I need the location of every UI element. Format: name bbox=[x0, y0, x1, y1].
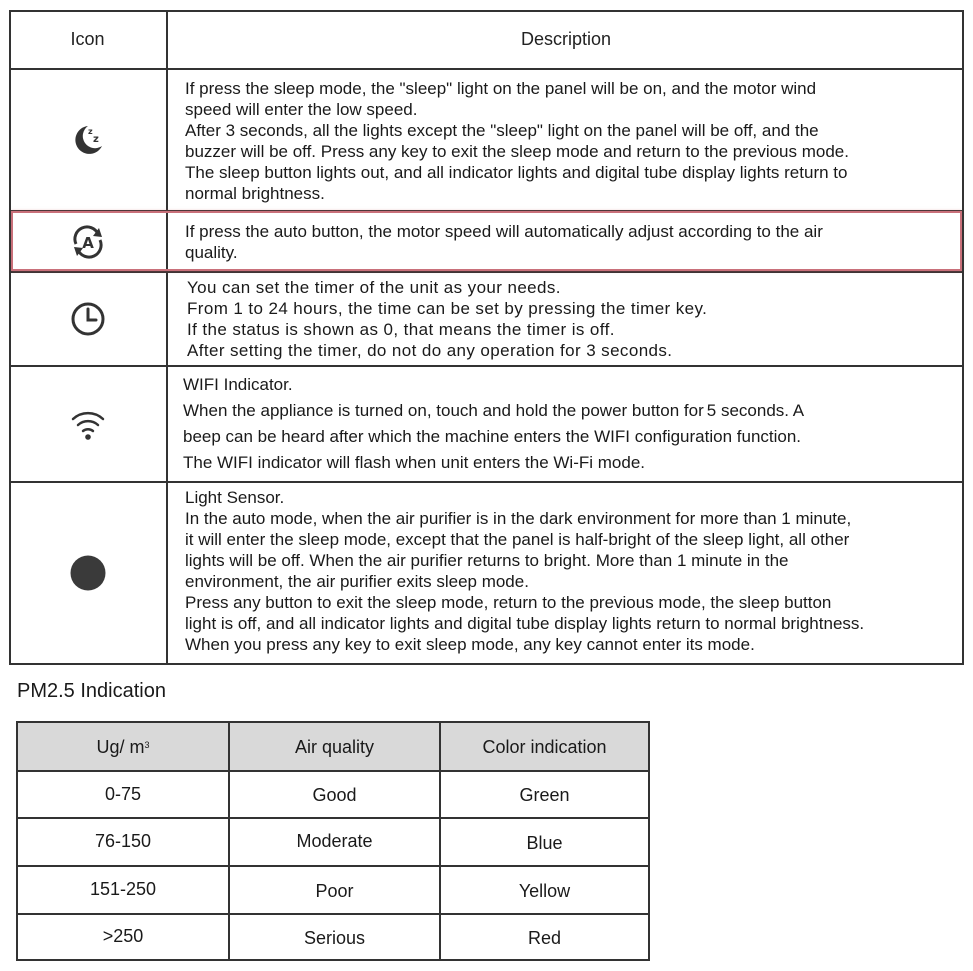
pm-color: Yellow bbox=[518, 880, 571, 901]
svg-text:z: z bbox=[92, 134, 99, 145]
text-line: beep can be heard after which the machine enters the WIFI configuration function. bbox=[183, 427, 802, 446]
pm-range: 0-75 bbox=[104, 784, 142, 804]
pm-color: Red bbox=[527, 927, 562, 948]
table-row-timer bbox=[9, 273, 964, 365]
table-row-light-sensor bbox=[9, 483, 964, 663]
pm-color: Green bbox=[519, 785, 570, 805]
text-line: speed will enter the low speed. bbox=[185, 100, 418, 119]
text-line: it will enter the sleep mode, except that the panel is half-bright of the sleep light, all other bbox=[185, 530, 850, 549]
function-table bbox=[9, 10, 964, 665]
table-row-sleep bbox=[9, 70, 964, 210]
pm-range: >250 bbox=[102, 925, 144, 946]
text-line: light is off, and all indicator lights and digital tube display lights return to normal brightness. bbox=[185, 614, 865, 633]
header-description: Description bbox=[520, 28, 612, 49]
pm-quality: Moderate bbox=[296, 830, 373, 851]
text-line: buzzer will be off. Press any key to exit the sleep mode and return to the previous mode. bbox=[185, 142, 849, 161]
clock-timer-icon bbox=[9, 273, 166, 365]
header-air-quality: Air quality bbox=[294, 736, 375, 757]
table-row-wifi bbox=[9, 367, 964, 481]
text-line: After 3 seconds, all the lights except the "sleep" light on the panel will be off, and the bbox=[185, 121, 819, 140]
header-unit: Ug/ m $^3$ bbox=[96, 736, 150, 757]
description-auto bbox=[185, 221, 956, 271]
pm-quality: Good bbox=[312, 785, 357, 805]
text-line: Press any button to exit the sleep mode, return to the previous mode, the sleep button bbox=[185, 593, 832, 612]
pm-quality: Serious bbox=[303, 927, 366, 948]
svg-text:z: z bbox=[87, 127, 93, 136]
sleep-moon-icon bbox=[9, 70, 166, 210]
table-row-auto bbox=[9, 212, 964, 271]
pm-color: Blue bbox=[526, 832, 563, 853]
text-line: If press the sleep mode, the "sleep" light on the panel will be on, and the motor wind bbox=[185, 79, 817, 98]
text-line: quality. bbox=[185, 243, 238, 262]
text-line: If press the auto button, the motor speed will automatically adjust according to the air bbox=[185, 222, 823, 241]
text-line: After setting the timer, do not do any operation for 3 seconds. bbox=[187, 341, 673, 360]
text-line: The sleep button lights out, and all indicator lights and digital tube display lights return to bbox=[185, 163, 848, 182]
description-timer bbox=[187, 277, 956, 365]
light-sensor-icon bbox=[9, 483, 166, 663]
description-sleep bbox=[185, 78, 956, 210]
wifi-icon bbox=[9, 367, 166, 481]
header-icon: Icon bbox=[70, 28, 105, 49]
header-color-indication: Color indication bbox=[482, 736, 607, 757]
text-line: If the status is shown as 0, that means the timer is off. bbox=[187, 320, 615, 339]
text-line: normal brightness. bbox=[185, 184, 325, 203]
text-line: lights will be off. When the air purifier returns to bright. More than 1 minute in the bbox=[185, 551, 789, 570]
pm-quality: Poor bbox=[315, 880, 354, 901]
text-line: Light Sensor. bbox=[185, 488, 285, 507]
svg-text:A: A bbox=[81, 233, 94, 252]
text-line: When the appliance is turned on, touch and hold the power button for 5 seconds. A bbox=[183, 401, 805, 420]
text-line: When you press any key to exit sleep mode, any key cannot enter its mode. bbox=[185, 635, 755, 654]
auto-mode-icon bbox=[9, 212, 166, 271]
text-line: You can set the timer of the unit as your needs. bbox=[187, 278, 561, 297]
text-line: In the auto mode, when the air purifier is in the dark environment for more than 1 minute, bbox=[185, 509, 852, 528]
text-line: environment, the air purifier exits sleep mode. bbox=[185, 572, 529, 591]
text-line: The WIFI indicator will flash when unit enters the Wi-Fi mode. bbox=[183, 453, 645, 472]
pm-range: 76-150 bbox=[94, 830, 152, 851]
text-line: WIFI Indicator. bbox=[183, 375, 293, 394]
text-line: From 1 to 24 hours, the time can be set by pressing the timer key. bbox=[187, 299, 708, 318]
pm25-table bbox=[16, 721, 650, 961]
section-title: PM2.5 Indication bbox=[17, 680, 166, 702]
pm-range: 151-250 bbox=[89, 878, 157, 899]
description-light-sensor bbox=[185, 487, 958, 663]
description-wifi bbox=[183, 372, 956, 481]
